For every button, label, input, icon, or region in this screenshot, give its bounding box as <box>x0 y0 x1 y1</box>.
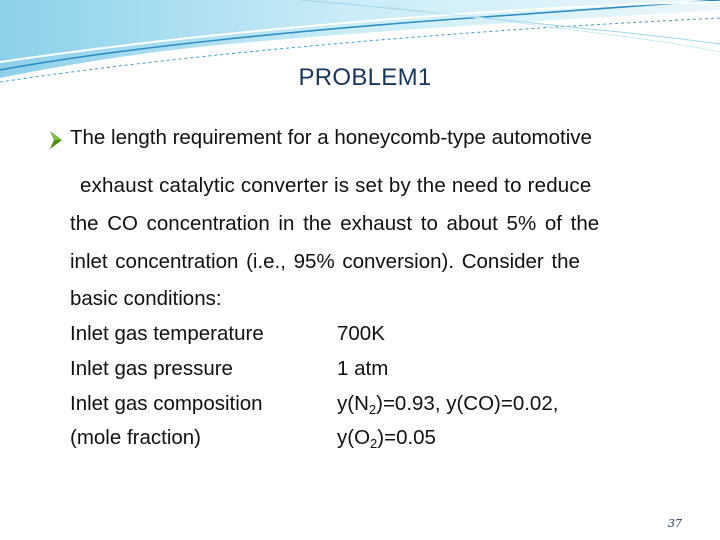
composition-value-rest: )=0.93, y(CO)=0.02, <box>376 392 559 415</box>
pressure-label: Inlet gas pressure <box>70 357 233 380</box>
statement-line-3: the CO concentration in the exhaust to about 5% of the <box>70 212 600 235</box>
pressure-value: 1 atm <box>337 357 389 380</box>
page-number: 37 <box>668 517 682 530</box>
statement-line-1: The length requirement for a honeycomb-type automotive <box>70 126 592 149</box>
fraction-value <box>337 426 436 450</box>
fraction-value-sub: 2 <box>370 436 378 451</box>
fraction-value-pre: y(O <box>337 426 371 449</box>
statement-line-4: inlet concentration (i.e., 95% conversion). Consider the <box>70 250 580 273</box>
temperature-label: Inlet gas temperature <box>70 322 264 345</box>
statement-line-5: basic conditions: <box>70 287 222 310</box>
composition-value-sub: 2 <box>368 402 377 417</box>
fraction-value-post: )=0.05 <box>377 426 436 449</box>
composition-label: Inlet gas composition <box>70 392 263 415</box>
composition-value-pre: y(N <box>337 392 369 415</box>
composition-value <box>337 392 558 416</box>
arrow-bullet-icon <box>48 130 68 150</box>
temperature-value: 700K <box>337 322 385 345</box>
statement-line-2: exhaust catalytic converter is set by the need to reduce <box>80 174 592 197</box>
slide-title: PROBLEM1 <box>298 64 432 91</box>
fraction-label: (mole fraction) <box>70 426 202 449</box>
